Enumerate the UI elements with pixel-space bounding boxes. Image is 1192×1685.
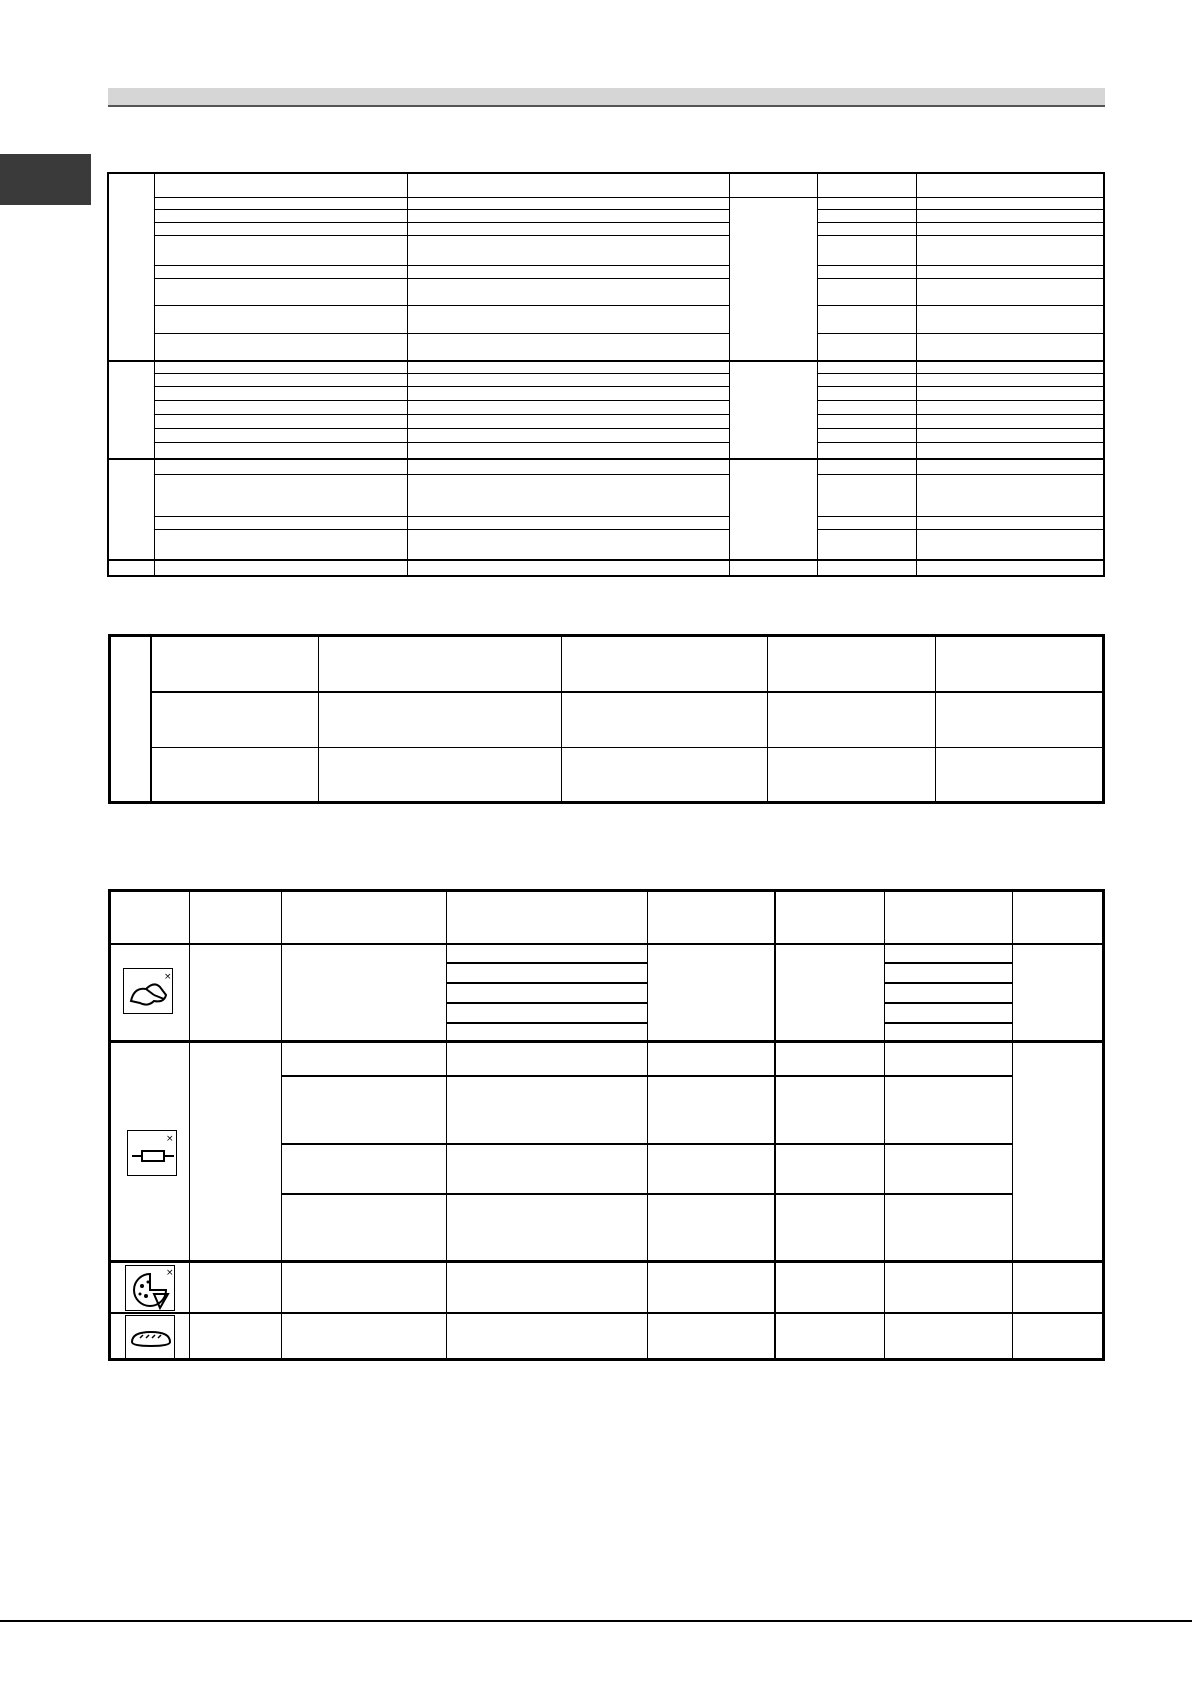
footer-rule	[0, 1620, 1192, 1622]
svg-text:×: ×	[166, 1268, 174, 1278]
svg-text:×: ×	[166, 1134, 174, 1144]
svg-text:×: ×	[164, 972, 172, 982]
header-bar	[108, 88, 1105, 107]
chicken-dish-icon	[123, 968, 173, 1014]
bread-loaf-icon	[125, 1315, 175, 1359]
rolling-pin-icon	[127, 1130, 177, 1176]
pizza-icon	[125, 1265, 175, 1311]
side-language-tab	[0, 154, 91, 205]
